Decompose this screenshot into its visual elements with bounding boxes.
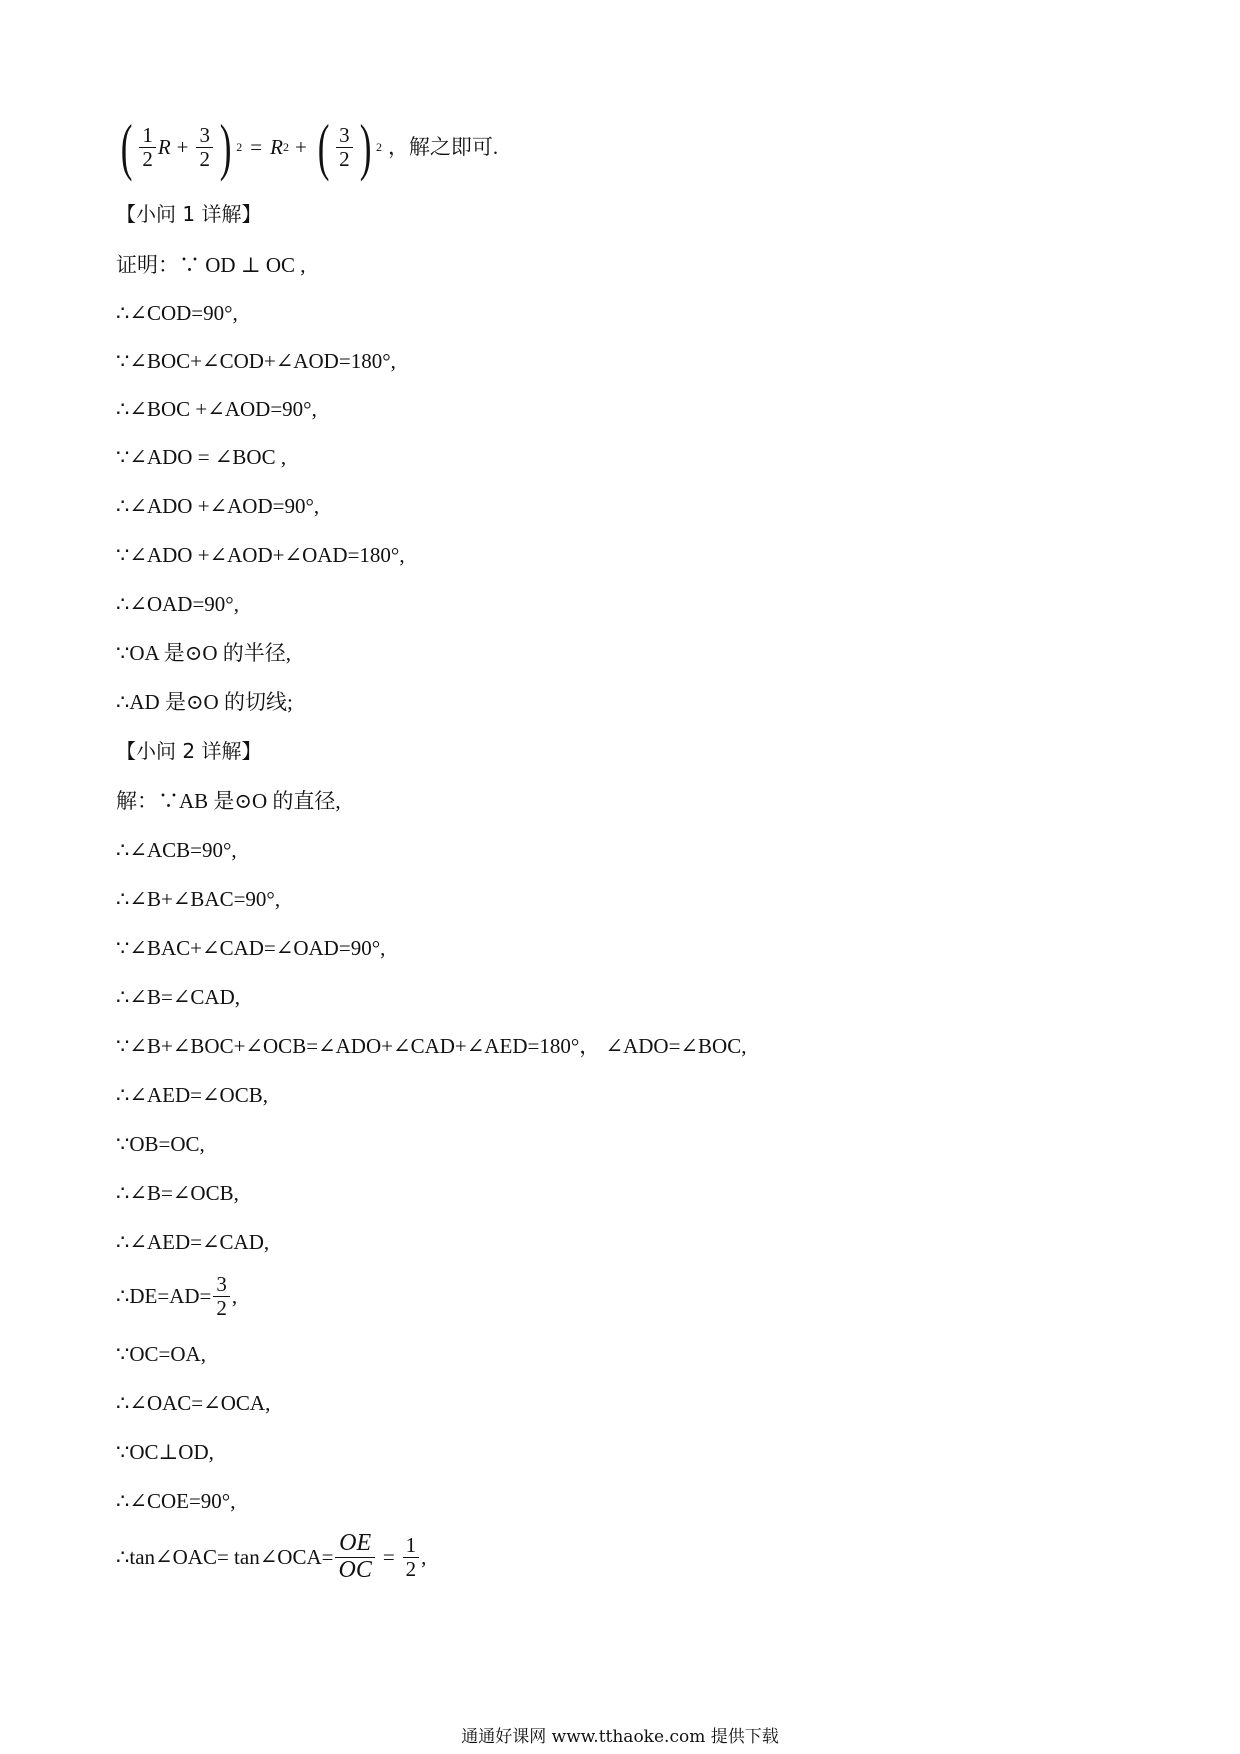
fraction-denominator: 2 xyxy=(405,1556,417,1581)
proof-line: ∴∠BOC +∠AOD=90°, xyxy=(116,397,317,421)
right-paren: ) xyxy=(219,111,232,182)
plus-sign: + xyxy=(294,135,307,159)
proof-line: ∴∠ACB=90°, xyxy=(116,838,237,862)
right-paren: ) xyxy=(359,111,372,182)
proof-line: ∴∠COE=90°, xyxy=(116,1489,236,1513)
fraction-three-halves: $\frac{3}{2}$ xyxy=(196,124,213,169)
fraction-three-halves xyxy=(213,1273,230,1318)
exponent: 2 xyxy=(375,140,382,154)
proof-line: ∴∠B=∠OCB, xyxy=(116,1181,239,1205)
proof-line: ∴∠COD=90°, xyxy=(116,301,238,325)
proof-line: ∴∠B+∠BAC=90°, xyxy=(116,887,281,911)
proof-line: ∵∠BOC+∠COD+∠AOD=180°, xyxy=(116,349,396,373)
proof-line: ∴AD 是⊙O 的切线; xyxy=(116,690,293,714)
de-prefix: ∴DE=AD= xyxy=(116,1284,212,1308)
proof-line: ∴∠AED=∠OCB, xyxy=(116,1083,268,1107)
plus-sign: + xyxy=(176,135,189,159)
fraction-numerator: 1 xyxy=(403,1534,420,1557)
section-1-title: 【小问 1 详解】 xyxy=(116,202,262,226)
proof-line: ∵∠ADO = ∠BOC , xyxy=(116,445,287,469)
fraction-half: $\frac{1}{2}$ xyxy=(139,124,156,169)
proof-line: ∵∠ADO +∠AOD+∠OAD=180°, xyxy=(116,543,405,567)
var-r-squared: R xyxy=(270,135,283,159)
proof-line: ∴∠OAC=∠OCA, xyxy=(116,1391,271,1415)
de-ad-line xyxy=(116,1268,237,1324)
fraction-numerator: OE xyxy=(335,1531,374,1557)
proof-line: ∵OA 是⊙O 的半径, xyxy=(116,641,292,665)
fraction-oe-oc xyxy=(335,1531,374,1582)
tan-suffix: , xyxy=(421,1545,427,1569)
exponent: 2 xyxy=(282,140,289,154)
fraction-denominator: OC xyxy=(338,1556,372,1583)
proof-line: 解：∵AB 是⊙O 的直径, xyxy=(116,789,341,813)
fraction-three-halves: $\frac{3}{2}$ xyxy=(336,124,353,169)
equation-line xyxy=(116,112,498,182)
tan-line xyxy=(116,1522,426,1592)
tan-prefix: ∴tan∠OAC= tan∠OCA= xyxy=(116,1545,334,1569)
fraction-denominator: 2 xyxy=(216,1295,227,1320)
left-paren: ( xyxy=(317,111,330,182)
proof-line: ∴∠OAD=90°, xyxy=(116,592,239,616)
proof-line: ∴∠ADO +∠AOD=90°, xyxy=(116,494,320,518)
proof-line: ∵OC=OA, xyxy=(116,1342,206,1366)
proof-line: ∴∠AED=∠CAD, xyxy=(116,1230,270,1254)
proof-line: ∵OB=OC, xyxy=(116,1132,205,1156)
equals-sign: = xyxy=(250,135,263,159)
section-2-title: 【小问 2 详解】 xyxy=(116,739,262,763)
proof-line: ∵∠B+∠BOC+∠OCB=∠ADO+∠CAD+∠AED=180°， ∠ADO=∠BOC, xyxy=(116,1034,747,1058)
proof-line: ∵OC⊥OD, xyxy=(116,1440,214,1464)
intro-tail: ，解之即可. xyxy=(387,135,499,159)
proof-line: ∴∠B=∠CAD, xyxy=(116,985,240,1009)
proof-line: ∵∠BAC+∠CAD=∠OAD=90°, xyxy=(116,936,386,960)
exponent: 2 xyxy=(236,140,243,154)
fraction-numerator: 3 xyxy=(213,1273,230,1296)
fraction-one-half xyxy=(403,1534,420,1579)
var-r: R xyxy=(157,135,171,159)
left-paren: ( xyxy=(120,111,133,182)
equals-sign: = xyxy=(382,1545,395,1569)
proof-line: 证明：∵ OD ⊥ OC , xyxy=(116,253,306,277)
page-footer: 通通好课网 www.tthaoke.com 提供下载 xyxy=(461,1727,779,1747)
de-suffix: , xyxy=(231,1284,238,1308)
